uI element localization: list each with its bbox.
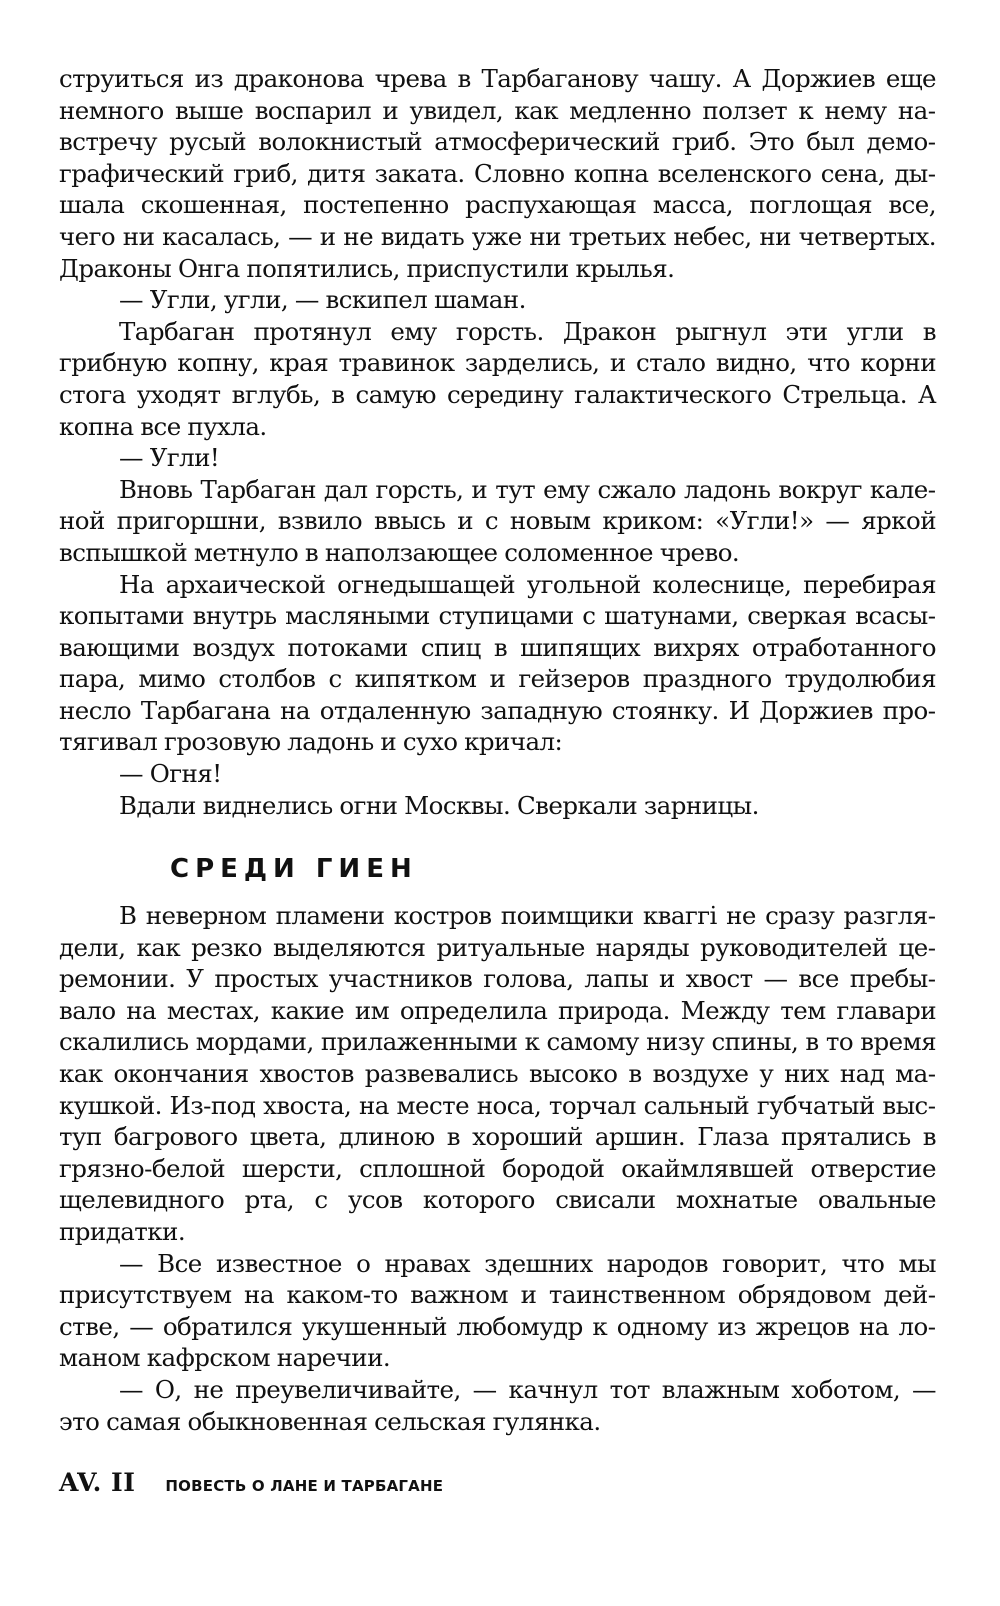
- paragraph: В неверном пламени костров поимщики кваггi не сразу разглядели, как резко выделяются ритуальные наряды руководителей церемонии. У простых участников голова, лапы и хвост — все пребывало на местах, какие им определила природа. Между тем главари скалились мордами, прилаженными к самому низу спины, в то время как окончания хвостов развевались высоко в воздухе у них над макушкой. Из-под хвоста, на месте носа, торчал сальный губчатый выступ багрового цвета, длиною в хороший аршин. Глаза прятались в грязно-белой шерсти, сплошной бородой окаймлявшей отверстие щелевидного рта, с усов которого свисали мохнатые овальные придатки.: [59, 901, 936, 1246]
- text-section-top: [59, 63, 936, 821]
- running-title: ПОВЕСТЬ О ЛАНЕ И ТАРБАГАНЕ: [165, 1477, 444, 1495]
- paragraph: струиться из драконова чрева в Тарбаганову чашу. А Доржиев еще немного выше воспарил и увидел, как медленно ползет к нему навстречу русый волокнистый атмосферический гриб. Это был демографический гриб, дитя заката. Словно копна вселенского сена, дышала скошенная, постепенно распухающая масса, поглощая все, чего ни касалась, — и не видать уже ни третьих небес, ни четвертых. Драконы Онга попятились, приспустили крылья.: [59, 64, 936, 283]
- paragraph: — Огня!: [119, 759, 222, 789]
- paragraph: Вдали виднелись огни Москвы. Сверкали зарницы.: [119, 790, 759, 820]
- paragraph: На архаической огнедышащей угольной колеснице, перебирая копытами внутрь масляными ступицами с шатунами, сверкая всасывающими воздух потоками спиц в шипящих вихрях отработанного пара, мимо столбов с кипятком и гейзеров праздного трудолюбия несло Тарбагана на отдаленную западную стоянку. И Доржиев протягивал грозовую ладонь и сухо кричал:: [59, 569, 936, 757]
- chapter-heading: СРЕДИ ГИЕН: [170, 854, 418, 884]
- paragraph: — О, не преувеличивайте, — качнул тот влажным хоботом, — это самая обыкновенная сельская гулянка.: [59, 1374, 936, 1436]
- paragraph: Тарбаган протянул ему горсть. Дракон рыгнул эти угли в грибную копну, края травинок зарделись, и стало видно, что корни стога уходят вглубь, в самую середину галактического Стрельца. А копна все пухла.: [59, 316, 936, 441]
- paragraph: — Все известное о нравах здешних народов говорит, что мы присутствуем на каком-то важном и таинственном обрядовом действе, — обратился укушенный любомудр к одному из жрецов на ломаном кафрском наречии.: [59, 1248, 936, 1373]
- page-number: AV. II: [59, 1468, 136, 1497]
- paragraph: — Угли, угли, — вскипел шаман.: [119, 285, 526, 315]
- paragraph: Вновь Тарбаган дал горсть, и тут ему сжало ладонь вокруг каленой пригоршни, взвило ввысь и с новым криком: «Угли!» — яркой вспышкой метнуло в наползающее соломенное чрево.: [59, 474, 936, 567]
- paragraph: — Угли!: [119, 443, 220, 473]
- text-section-bottom: [59, 900, 936, 1437]
- page-footer: [59, 1468, 443, 1497]
